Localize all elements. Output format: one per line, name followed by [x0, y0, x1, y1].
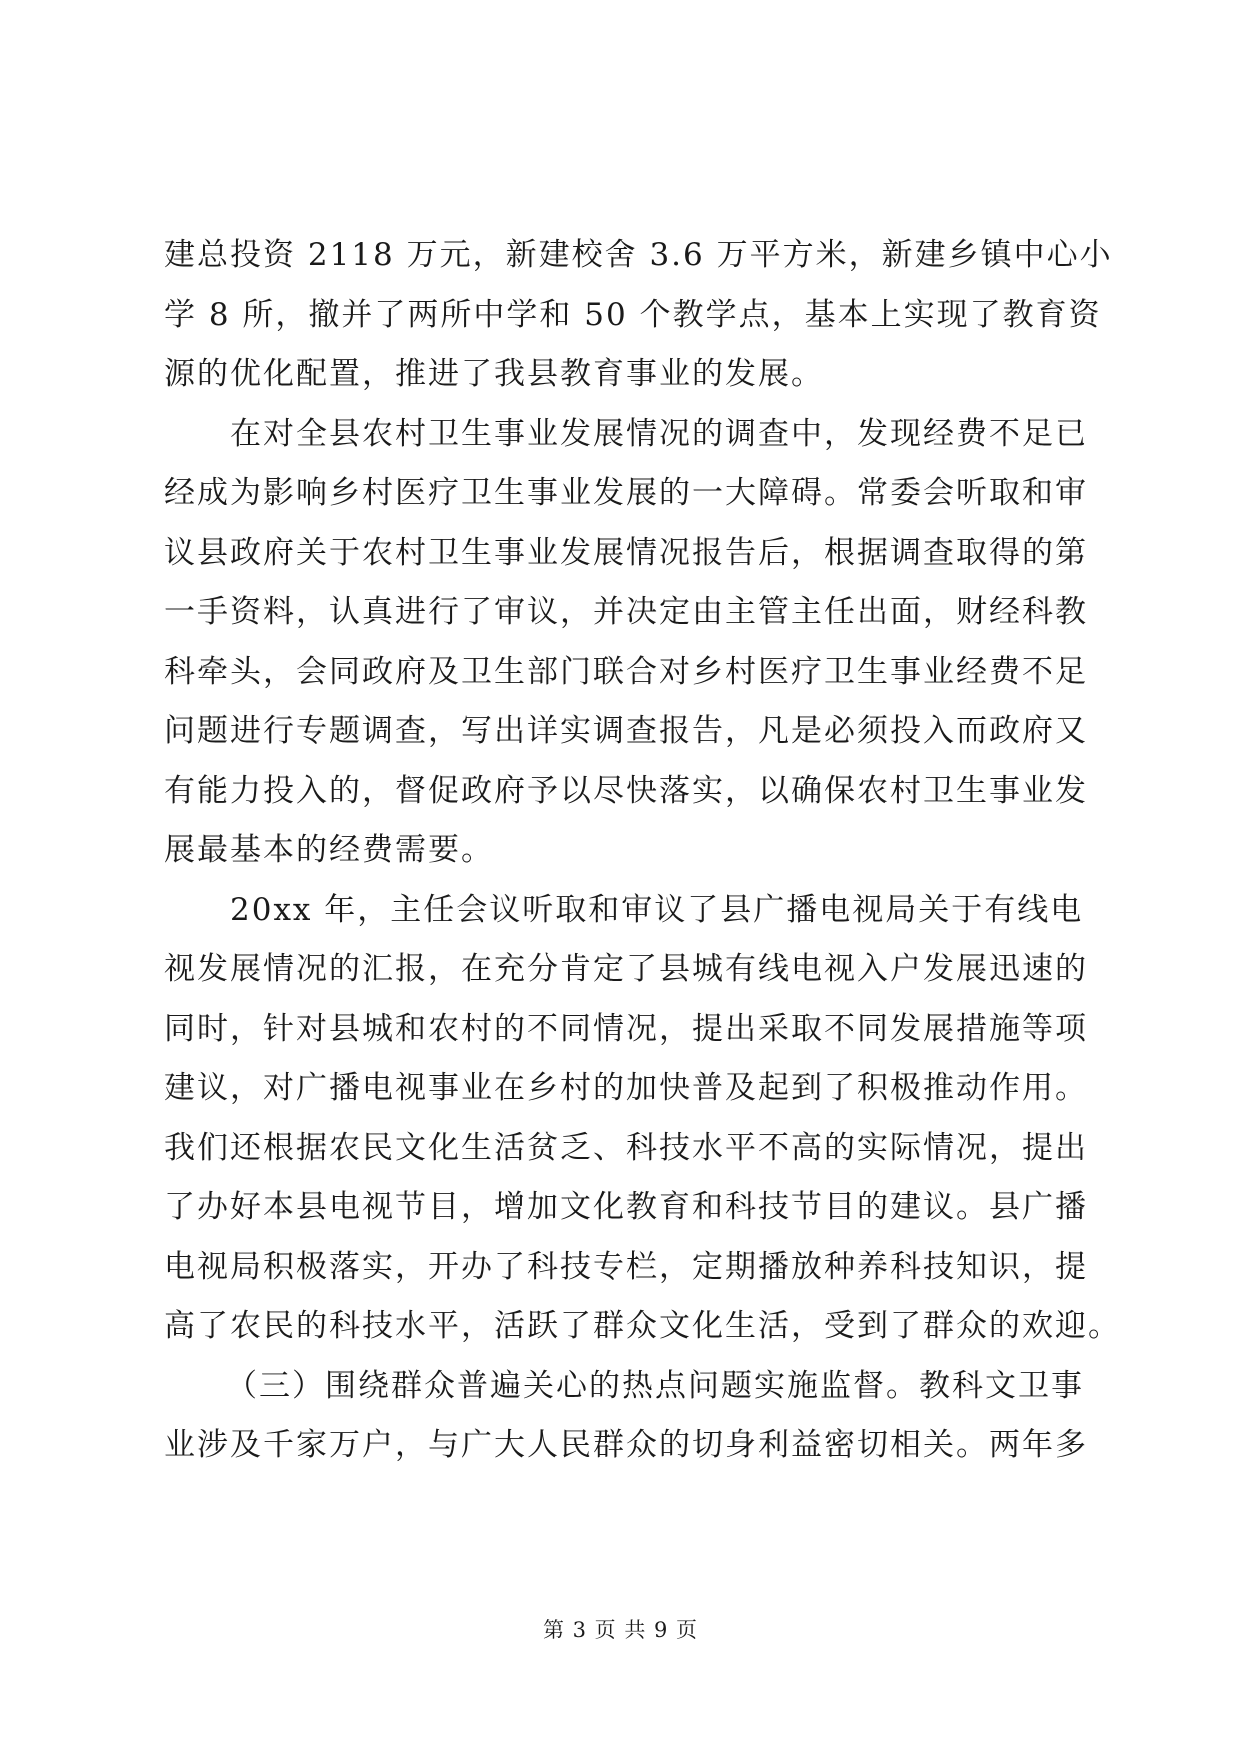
text-line: 了办好本县电视节目，增加文化教育和科技节目的建议。县广播	[164, 1189, 1088, 1225]
text-line: 展最基本的经费需要。	[164, 832, 494, 868]
text-line: 20xx 年，主任会议听取和审议了县广播电视局关于有线电	[230, 891, 1084, 928]
text-line: 源的优化配置，推进了我县教育事业的发展。	[164, 356, 824, 392]
text-line: 问题进行专题调查，写出详实调查报告，凡是必须投入而政府又	[164, 713, 1088, 749]
text-line: 有能力投入的，督促政府予以尽快落实，以确保农村卫生事业发	[164, 772, 1088, 809]
text-line: 电视局积极落实，开办了科技专栏，定期播放种养科技知识，提	[164, 1248, 1088, 1285]
text-line: 科牵头，会同政府及卫生部门联合对乡村医疗卫生事业经费不足	[164, 653, 1088, 690]
text-line: 一手资料，认真进行了审议，并决定由主管主任出面，财经科教	[164, 594, 1088, 630]
text-line: 我们还根据农民文化生活贫乏、科技水平不高的实际情况，提出	[164, 1129, 1088, 1166]
text-line: 学 8 所，撤并了两所中学和 50 个教学点，基本上实现了教育资	[164, 296, 1102, 333]
text-line: 经成为影响乡村医疗卫生事业发展的一大障碍。常委会听取和审	[164, 475, 1088, 511]
text-line: 建议，对广播电视事业在乡村的加快普及起到了积极推动作用。	[164, 1070, 1088, 1106]
text-line: （三）围绕群众普遍关心的热点问题实施监督。教科文卫事	[226, 1367, 1084, 1404]
text-line: 同时，针对县城和农村的不同情况，提出采取不同发展措施等项	[164, 1010, 1088, 1047]
text-line: 在对全县农村卫生事业发展情况的调查中，发现经费不足已	[230, 415, 1088, 452]
text-line: 议县政府关于农村卫生事业发展情况报告后，根据调查取得的第	[164, 534, 1088, 571]
page-footer: 第 3 页 共 9 页	[542, 1618, 699, 1642]
text-line: 视发展情况的汇报，在充分肯定了县城有线电视入户发展迅速的	[164, 951, 1088, 987]
text-line: 业涉及千家万户，与广大人民群众的切身利益密切相关。两年多	[164, 1427, 1088, 1463]
text-line: 建总投资 2118 万元，新建校舍 3.6 万平方米，新建乡镇中心小	[164, 237, 1113, 273]
body-text	[164, 226, 1121, 1476]
text-line: 高了农民的科技水平，活跃了群众文化生活，受到了群众的欢迎。	[164, 1308, 1121, 1344]
